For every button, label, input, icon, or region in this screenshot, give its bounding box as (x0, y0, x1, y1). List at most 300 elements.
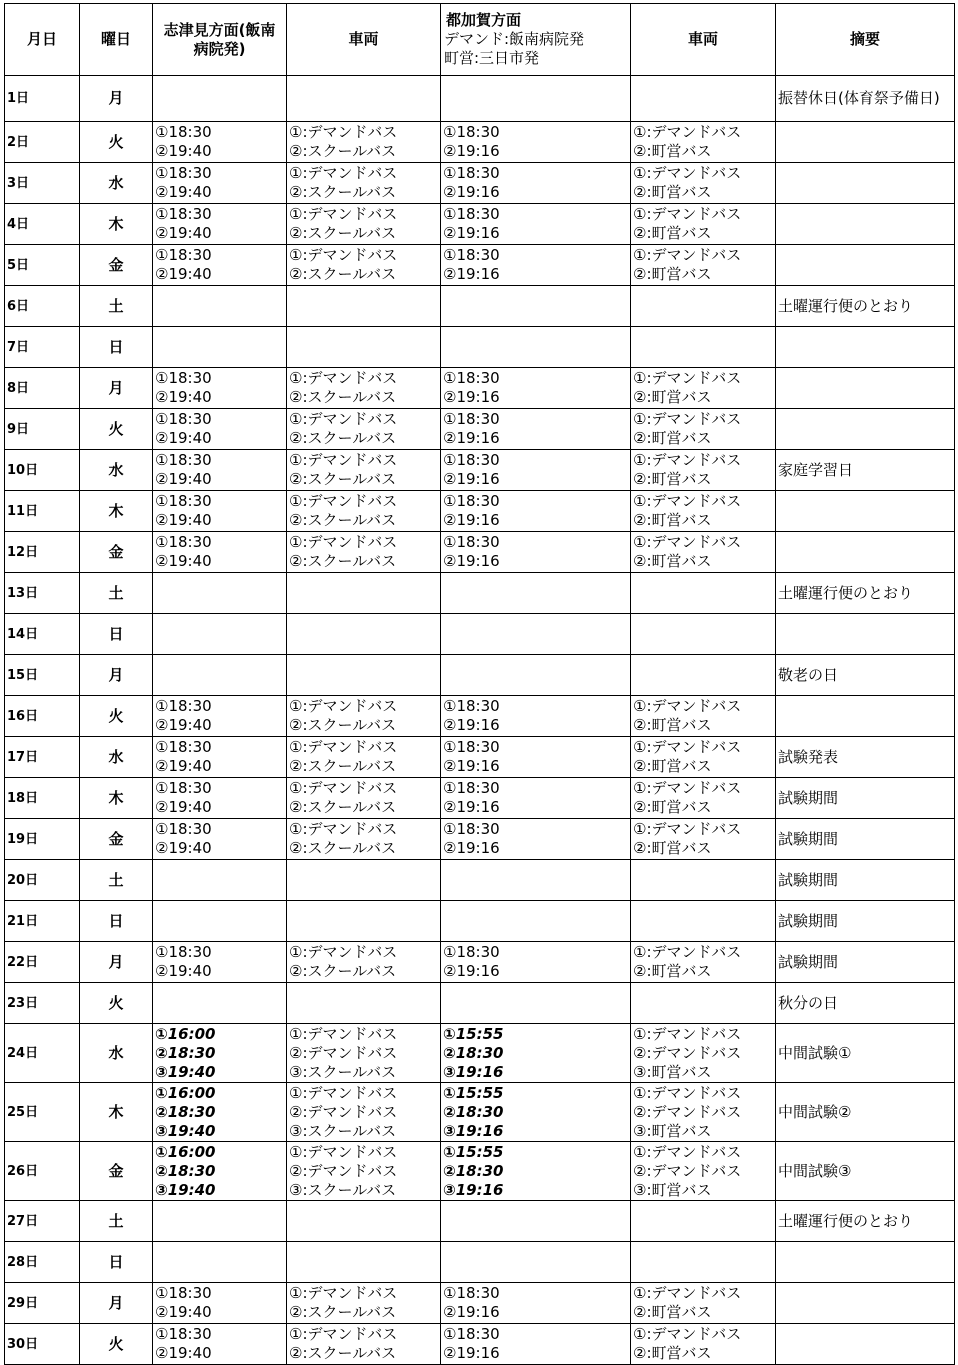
tsukaga-vehicle-cell (631, 1242, 776, 1283)
table-row (5, 327, 955, 368)
shizumi-time-cell (153, 491, 287, 532)
tsukaga-vehicle-cell-line: ①:デマンドバス (633, 246, 742, 264)
shizumi-vehicle-cell-line: ①:デマンドバス (289, 246, 398, 264)
header-route-tsukaga (441, 4, 631, 76)
shizumi-time-cell-line: ②19:40 (155, 757, 212, 775)
shizumi-vehicle-cell-line: ③:スクールバス (289, 1121, 397, 1140)
day-of-week-cell: 月 (80, 1283, 153, 1324)
shizumi-time-cell (153, 368, 287, 409)
shizumi-vehicle-cell-line: ①:デマンドバス (289, 164, 398, 182)
note-cell: 敬老の日 (776, 655, 955, 696)
tsukaga-vehicle-cell (631, 286, 776, 327)
shizumi-time-cell-line: ①18:30 (155, 123, 212, 141)
date-cell: 13日 (5, 573, 80, 614)
day-of-week-cell: 火 (80, 983, 153, 1024)
shizumi-time-cell-line: ②19:40 (155, 388, 212, 406)
tsukaga-time-cell-line: ①18:30 (443, 1284, 500, 1302)
tsukaga-time-cell (441, 122, 631, 163)
tsukaga-time-cell-line: ②19:16 (443, 1303, 500, 1321)
tsukaga-vehicle-cell (631, 368, 776, 409)
shizumi-time-cell-line: ②19:40 (155, 470, 212, 488)
shizumi-time-cell (153, 245, 287, 286)
shizumi-time-cell (153, 286, 287, 327)
tsukaga-time-cell-line: ①18:30 (443, 492, 500, 510)
tsukaga-vehicle-cell-line: ②:町営バス (633, 511, 712, 529)
tsukaga-time-cell-line: ①18:30 (443, 697, 500, 715)
note-cell: 試験発表 (776, 737, 955, 778)
tsukaga-vehicle-cell-line: ①:デマンドバス (633, 943, 742, 961)
date-cell: 20日 (5, 860, 80, 901)
tsukaga-time-cell (441, 450, 631, 491)
tsukaga-time-cell (441, 819, 631, 860)
shizumi-time-cell-line: ②19:40 (155, 552, 212, 570)
day-of-week-cell: 金 (80, 1142, 153, 1201)
tsukaga-vehicle-cell-line: ①:デマンドバス (633, 205, 742, 223)
shizumi-time-cell (153, 819, 287, 860)
day-of-week-cell: 木 (80, 778, 153, 819)
tsukaga-vehicle-cell (631, 696, 776, 737)
note-cell (776, 614, 955, 655)
date-cell: 23日 (5, 983, 80, 1024)
tsukaga-time-cell (441, 860, 631, 901)
day-of-week-cell: 日 (80, 327, 153, 368)
day-of-week-cell: 日 (80, 614, 153, 655)
shizumi-time-cell (153, 1201, 287, 1242)
tsukaga-time-cell (441, 163, 631, 204)
shizumi-vehicle-cell (287, 76, 441, 122)
tsukaga-vehicle-cell-line: ①:デマンドバス (633, 738, 742, 756)
tsukaga-vehicle-cell-line: ①:デマンドバス (633, 164, 742, 182)
day-of-week-cell: 火 (80, 696, 153, 737)
tsukaga-vehicle-cell-line: ②:町営バス (633, 265, 712, 283)
tsukaga-vehicle-cell-line: ②:町営バス (633, 224, 712, 242)
shizumi-time-cell-line: ③19:40 (155, 1062, 216, 1081)
note-cell: 試験期間 (776, 778, 955, 819)
shizumi-time-cell (153, 942, 287, 983)
table-row (5, 778, 955, 819)
shizumi-vehicle-cell-line: ①:デマンドバス (289, 451, 398, 469)
shizumi-time-cell-line: ②19:40 (155, 429, 212, 447)
tsukaga-vehicle-cell (631, 573, 776, 614)
tsukaga-time-cell (441, 327, 631, 368)
shizumi-time-cell (153, 1024, 287, 1083)
tsukaga-vehicle-cell-line: ③:町営バス (633, 1121, 712, 1140)
shizumi-time-cell (153, 1283, 287, 1324)
day-of-week-cell: 日 (80, 1242, 153, 1283)
tsukaga-time-cell-line: ①18:30 (443, 820, 500, 838)
shizumi-time-cell-line: ①18:30 (155, 492, 212, 510)
tsukaga-vehicle-cell-line: ①:デマンドバス (633, 369, 742, 387)
shizumi-time-cell-line: ①18:30 (155, 533, 212, 551)
shizumi-time-cell-line: ②18:30 (155, 1102, 216, 1121)
tsukaga-vehicle-cell (631, 942, 776, 983)
tsukaga-vehicle-cell-line: ②:町営バス (633, 798, 712, 816)
shizumi-time-cell-line: ②19:40 (155, 716, 212, 734)
day-of-week-cell: 月 (80, 76, 153, 122)
tsukaga-time-cell-line: ①18:30 (443, 533, 500, 551)
shizumi-vehicle-cell (287, 1242, 441, 1283)
day-of-week-cell: 土 (80, 573, 153, 614)
header-vehicle-2: 車両 (631, 4, 776, 76)
shizumi-vehicle-cell-line: ②:スクールバス (289, 798, 397, 816)
day-of-week-cell: 金 (80, 245, 153, 286)
day-of-week-cell: 月 (80, 368, 153, 409)
tsukaga-time-cell-line: ①18:30 (443, 943, 500, 961)
shizumi-vehicle-cell-line: ①:デマンドバス (289, 738, 398, 756)
tsukaga-vehicle-cell-line: ②:町営バス (633, 429, 712, 447)
shizumi-time-cell-line: ①18:30 (155, 943, 212, 961)
date-cell: 21日 (5, 901, 80, 942)
date-cell: 25日 (5, 1083, 80, 1142)
shizumi-vehicle-cell (287, 450, 441, 491)
tsukaga-time-cell (441, 942, 631, 983)
date-cell: 26日 (5, 1142, 80, 1201)
tsukaga-time-cell (441, 1201, 631, 1242)
date-cell: 16日 (5, 696, 80, 737)
tsukaga-time-cell-line: ②19:16 (443, 470, 500, 488)
shizumi-time-cell-line: ①18:30 (155, 451, 212, 469)
tsukaga-time-cell-line: ①15:55 (443, 1142, 504, 1161)
tsukaga-time-cell-line: ①18:30 (443, 1325, 500, 1343)
table-row (5, 696, 955, 737)
tsukaga-time-cell-line: ①18:30 (443, 410, 500, 428)
note-cell (776, 204, 955, 245)
header-date: 月日 (5, 4, 80, 76)
shizumi-time-cell-line: ②19:40 (155, 1303, 212, 1321)
table-row (5, 1083, 955, 1142)
date-cell: 4日 (5, 204, 80, 245)
tsukaga-vehicle-cell-line: ②:町営バス (633, 552, 712, 570)
date-cell: 10日 (5, 450, 80, 491)
table-row (5, 532, 955, 573)
shizumi-vehicle-cell (287, 368, 441, 409)
header-note: 摘要 (776, 4, 955, 76)
tsukaga-vehicle-cell (631, 860, 776, 901)
shizumi-time-cell-line: ②19:40 (155, 1344, 212, 1362)
tsukaga-vehicle-cell (631, 1324, 776, 1365)
shizumi-vehicle-cell-line: ①:デマンドバス (289, 1083, 398, 1102)
note-cell (776, 122, 955, 163)
tsukaga-vehicle-cell (631, 409, 776, 450)
shizumi-vehicle-cell (287, 1283, 441, 1324)
shizumi-vehicle-cell-line: ①:デマンドバス (289, 369, 398, 387)
shizumi-vehicle-cell-line: ②:スクールバス (289, 429, 397, 447)
note-cell: 試験期間 (776, 901, 955, 942)
tsukaga-vehicle-cell (631, 163, 776, 204)
day-of-week-cell: 水 (80, 1024, 153, 1083)
shizumi-time-cell (153, 76, 287, 122)
shizumi-time-cell (153, 1142, 287, 1201)
date-cell: 27日 (5, 1201, 80, 1242)
tsukaga-time-cell (441, 696, 631, 737)
date-cell: 30日 (5, 1324, 80, 1365)
tsukaga-time-cell (441, 901, 631, 942)
header-route-shizumi-line1: 志津見方面(飯南 (163, 20, 276, 39)
date-cell: 7日 (5, 327, 80, 368)
tsukaga-time-cell (441, 532, 631, 573)
shizumi-vehicle-cell (287, 778, 441, 819)
note-cell: 試験期間 (776, 942, 955, 983)
shizumi-time-cell-line: ①18:30 (155, 246, 212, 264)
shizumi-time-cell (153, 409, 287, 450)
shizumi-vehicle-cell-line: ①:デマンドバス (289, 943, 398, 961)
shizumi-vehicle-cell-line: ②:スクールバス (289, 470, 397, 488)
shizumi-vehicle-cell-line: ②:スクールバス (289, 142, 397, 160)
header-route-shizumi-line2: 病院発) (193, 39, 246, 58)
shizumi-vehicle-cell-line: ①:デマンドバス (289, 697, 398, 715)
table-row (5, 122, 955, 163)
tsukaga-time-cell (441, 1083, 631, 1142)
shizumi-time-cell (153, 655, 287, 696)
tsukaga-vehicle-cell-line: ②:町営バス (633, 757, 712, 775)
shizumi-vehicle-cell-line: ③:スクールバス (289, 1062, 397, 1081)
shizumi-time-cell-line: ②19:40 (155, 511, 212, 529)
note-cell: 土曜運行便のとおり (776, 1201, 955, 1242)
date-cell: 8日 (5, 368, 80, 409)
day-of-week-cell: 水 (80, 737, 153, 778)
shizumi-vehicle-cell-line: ①:デマンドバス (289, 205, 398, 223)
tsukaga-vehicle-cell-line: ①:デマンドバス (633, 1024, 742, 1043)
shizumi-vehicle-cell (287, 1142, 441, 1201)
tsukaga-time-cell (441, 76, 631, 122)
tsukaga-vehicle-cell-line: ②:町営バス (633, 142, 712, 160)
shizumi-vehicle-cell-line: ②:デマンドバス (289, 1161, 398, 1180)
tsukaga-time-cell-line: ②19:16 (443, 839, 500, 857)
shizumi-time-cell (153, 696, 287, 737)
day-of-week-cell: 水 (80, 450, 153, 491)
bus-timetable (4, 3, 955, 1365)
tsukaga-time-cell (441, 409, 631, 450)
tsukaga-time-cell-line: ②19:16 (443, 142, 500, 160)
shizumi-time-cell-line: ①18:30 (155, 1325, 212, 1343)
tsukaga-vehicle-cell-line: ①:デマンドバス (633, 820, 742, 838)
table-row (5, 1201, 955, 1242)
tsukaga-time-cell-line: ①18:30 (443, 205, 500, 223)
table-row (5, 983, 955, 1024)
table-row (5, 76, 955, 122)
note-cell (776, 409, 955, 450)
tsukaga-time-cell (441, 737, 631, 778)
day-of-week-cell: 火 (80, 409, 153, 450)
table-row (5, 163, 955, 204)
date-cell: 6日 (5, 286, 80, 327)
date-cell: 19日 (5, 819, 80, 860)
note-cell: 秋分の日 (776, 983, 955, 1024)
tsukaga-time-cell (441, 1242, 631, 1283)
shizumi-time-cell-line: ①16:00 (155, 1142, 216, 1161)
tsukaga-vehicle-cell (631, 614, 776, 655)
tsukaga-time-cell (441, 983, 631, 1024)
tsukaga-vehicle-cell-line: ②:デマンドバス (633, 1102, 742, 1121)
tsukaga-time-cell (441, 573, 631, 614)
date-cell: 9日 (5, 409, 80, 450)
day-of-week-cell: 月 (80, 655, 153, 696)
header-day-of-week: 曜日 (80, 4, 153, 76)
shizumi-vehicle-cell (287, 614, 441, 655)
tsukaga-time-cell (441, 1324, 631, 1365)
tsukaga-vehicle-cell-line: ①:デマンドバス (633, 410, 742, 428)
shizumi-time-cell-line: ①18:30 (155, 738, 212, 756)
tsukaga-vehicle-cell (631, 491, 776, 532)
tsukaga-time-cell-line: ②19:16 (443, 388, 500, 406)
shizumi-vehicle-cell (287, 163, 441, 204)
note-cell: 中間試験③ (776, 1142, 955, 1201)
shizumi-time-cell (153, 1242, 287, 1283)
tsukaga-vehicle-cell-line: ③:町営バス (633, 1180, 712, 1199)
tsukaga-vehicle-cell-line: ②:町営バス (633, 839, 712, 857)
day-of-week-cell: 火 (80, 1324, 153, 1365)
tsukaga-time-cell (441, 1024, 631, 1083)
table-row (5, 942, 955, 983)
shizumi-vehicle-cell-line: ②:スクールバス (289, 1344, 397, 1362)
shizumi-vehicle-cell-line: ①:デマンドバス (289, 492, 398, 510)
tsukaga-time-cell-line: ①18:30 (443, 738, 500, 756)
table-row (5, 204, 955, 245)
shizumi-vehicle-cell (287, 491, 441, 532)
shizumi-time-cell (153, 327, 287, 368)
tsukaga-time-cell-line: ②18:30 (443, 1043, 504, 1062)
shizumi-vehicle-cell-line: ②:スクールバス (289, 839, 397, 857)
tsukaga-vehicle-cell (631, 76, 776, 122)
day-of-week-cell: 金 (80, 532, 153, 573)
tsukaga-vehicle-cell-line: ②:町営バス (633, 388, 712, 406)
date-cell: 5日 (5, 245, 80, 286)
date-cell: 11日 (5, 491, 80, 532)
shizumi-time-cell-line: ②19:40 (155, 142, 212, 160)
tsukaga-time-cell-line: ①15:55 (443, 1024, 504, 1043)
table-row (5, 450, 955, 491)
table-row (5, 1024, 955, 1083)
header-vehicle-1: 車両 (287, 4, 441, 76)
tsukaga-vehicle-cell (631, 1024, 776, 1083)
shizumi-time-cell (153, 532, 287, 573)
shizumi-time-cell (153, 204, 287, 245)
day-of-week-cell: 木 (80, 1083, 153, 1142)
note-cell (776, 532, 955, 573)
shizumi-vehicle-cell-line: ②:デマンドバス (289, 1043, 398, 1062)
tsukaga-vehicle-cell (631, 1142, 776, 1201)
day-of-week-cell: 水 (80, 163, 153, 204)
header-row (5, 4, 955, 76)
tsukaga-time-cell-line: ②19:16 (443, 757, 500, 775)
shizumi-vehicle-cell-line: ②:スクールバス (289, 552, 397, 570)
shizumi-vehicle-cell (287, 204, 441, 245)
shizumi-vehicle-cell (287, 1083, 441, 1142)
tsukaga-vehicle-cell (631, 204, 776, 245)
shizumi-time-cell (153, 983, 287, 1024)
shizumi-time-cell (153, 737, 287, 778)
table-row (5, 409, 955, 450)
tsukaga-time-cell-line: ①18:30 (443, 369, 500, 387)
note-cell (776, 1283, 955, 1324)
shizumi-time-cell (153, 163, 287, 204)
day-of-week-cell: 火 (80, 122, 153, 163)
header-route-tsukaga-line2: デマンド:飯南病院発 (444, 30, 585, 48)
tsukaga-time-cell-line: ②19:16 (443, 716, 500, 734)
shizumi-vehicle-cell (287, 573, 441, 614)
shizumi-vehicle-cell (287, 122, 441, 163)
shizumi-vehicle-cell (287, 983, 441, 1024)
tsukaga-vehicle-cell-line: ①:デマンドバス (633, 779, 742, 797)
table-row (5, 491, 955, 532)
date-cell: 28日 (5, 1242, 80, 1283)
shizumi-vehicle-cell (287, 327, 441, 368)
tsukaga-time-cell-line: ①18:30 (443, 451, 500, 469)
shizumi-time-cell-line: ①16:00 (155, 1024, 216, 1043)
tsukaga-vehicle-cell (631, 983, 776, 1024)
shizumi-vehicle-cell (287, 942, 441, 983)
tsukaga-time-cell (441, 491, 631, 532)
tsukaga-time-cell (441, 655, 631, 696)
tsukaga-time-cell-line: ①15:55 (443, 1083, 504, 1102)
shizumi-vehicle-cell (287, 655, 441, 696)
tsukaga-time-cell-line: ③19:16 (443, 1062, 504, 1081)
shizumi-time-cell-line: ①18:30 (155, 697, 212, 715)
day-of-week-cell: 金 (80, 819, 153, 860)
shizumi-vehicle-cell (287, 901, 441, 942)
note-cell: 振替休日(体育祭予備日) (776, 76, 955, 122)
table-row (5, 286, 955, 327)
shizumi-time-cell-line: ③19:40 (155, 1180, 216, 1199)
day-of-week-cell: 土 (80, 1201, 153, 1242)
tsukaga-time-cell-line: ②19:16 (443, 962, 500, 980)
table-row (5, 737, 955, 778)
note-cell: 試験期間 (776, 860, 955, 901)
tsukaga-vehicle-cell (631, 778, 776, 819)
tsukaga-vehicle-cell-line: ①:デマンドバス (633, 451, 742, 469)
header-route-tsukaga-line3: 町営:三日市発 (444, 49, 540, 67)
date-cell: 2日 (5, 122, 80, 163)
tsukaga-time-cell-line: ①18:30 (443, 164, 500, 182)
tsukaga-time-cell (441, 1142, 631, 1201)
shizumi-time-cell-line: ①18:30 (155, 369, 212, 387)
tsukaga-vehicle-cell (631, 737, 776, 778)
day-of-week-cell: 土 (80, 860, 153, 901)
note-cell: 土曜運行便のとおり (776, 573, 955, 614)
tsukaga-vehicle-cell-line: ①:デマンドバス (633, 1325, 742, 1343)
tsukaga-time-cell (441, 614, 631, 655)
shizumi-vehicle-cell-line: ①:デマンドバス (289, 779, 398, 797)
date-cell: 24日 (5, 1024, 80, 1083)
shizumi-vehicle-cell-line: ②:スクールバス (289, 716, 397, 734)
note-cell (776, 1324, 955, 1365)
shizumi-vehicle-cell (287, 1324, 441, 1365)
shizumi-vehicle-cell (287, 819, 441, 860)
shizumi-time-cell-line: ①18:30 (155, 205, 212, 223)
tsukaga-vehicle-cell-line: ②:町営バス (633, 470, 712, 488)
table-row (5, 614, 955, 655)
table-row (5, 573, 955, 614)
shizumi-time-cell (153, 1083, 287, 1142)
tsukaga-vehicle-cell (631, 122, 776, 163)
tsukaga-vehicle-cell-line: ①:デマンドバス (633, 1142, 742, 1161)
table-row (5, 1283, 955, 1324)
shizumi-time-cell-line: ③19:40 (155, 1121, 216, 1140)
table-row (5, 1324, 955, 1365)
tsukaga-vehicle-cell-line: ③:町営バス (633, 1062, 712, 1081)
table-row (5, 1142, 955, 1201)
shizumi-time-cell-line: ②18:30 (155, 1043, 216, 1062)
date-cell: 29日 (5, 1283, 80, 1324)
shizumi-vehicle-cell-line: ②:スクールバス (289, 183, 397, 201)
tsukaga-vehicle-cell-line: ①:デマンドバス (633, 1083, 742, 1102)
shizumi-time-cell-line: ①16:00 (155, 1083, 216, 1102)
note-cell: 中間試験② (776, 1083, 955, 1142)
shizumi-vehicle-cell (287, 1201, 441, 1242)
tsukaga-vehicle-cell-line: ①:デマンドバス (633, 123, 742, 141)
note-cell (776, 491, 955, 532)
shizumi-time-cell-line: ②19:40 (155, 265, 212, 283)
